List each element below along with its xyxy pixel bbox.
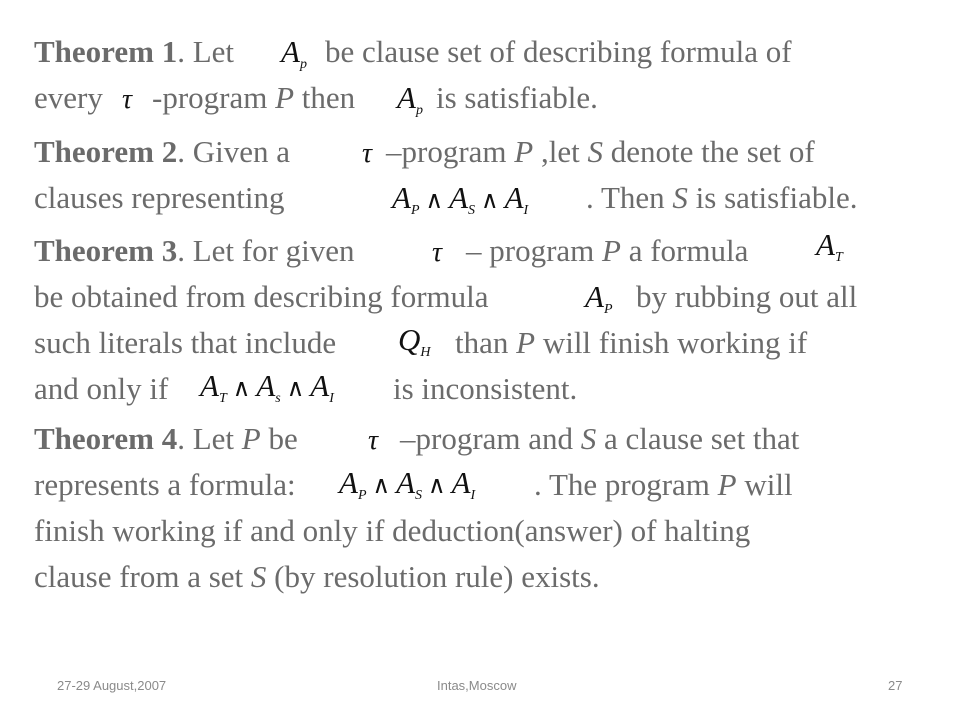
formula-q-h — [398, 322, 431, 371]
text-fragment: represents a formula: — [34, 467, 296, 502]
math-subscript: T — [834, 250, 843, 265]
text-fragment: ,let — [540, 134, 580, 169]
math-subscript: P — [603, 302, 613, 317]
math-subscript: H — [420, 345, 431, 360]
text-fragment: then — [301, 80, 356, 115]
theorem-2-label: Theorem 2 — [34, 134, 178, 169]
math-symbol: A — [585, 279, 604, 314]
math-subscript: I — [329, 391, 334, 406]
theorem-3-line-2 — [34, 279, 489, 315]
set-variable: S — [250, 559, 267, 594]
text-fragment: – program — [466, 233, 595, 268]
theorem-1-line-1b — [325, 34, 792, 70]
text-fragment: . Let — [177, 421, 235, 456]
theorem-2-line-2 — [34, 180, 284, 216]
text-fragment: –program — [386, 134, 507, 169]
text-fragment: clause from a set — [34, 559, 244, 594]
theorem-2-line-1b — [386, 134, 815, 170]
theorem-3-line-1 — [34, 233, 355, 269]
text-fragment: a clause set that — [604, 421, 800, 456]
text-fragment: a formula — [628, 233, 749, 268]
program-variable: P — [241, 421, 261, 456]
text-fragment: clauses representing — [34, 180, 285, 215]
theorem-3-line-1b — [466, 233, 748, 269]
and-operator: ∧ — [481, 188, 499, 214]
math-symbol: A — [449, 180, 469, 215]
math-symbol: A — [816, 227, 835, 262]
math-symbol: Q — [398, 322, 421, 357]
theorem-3-line-4 — [34, 371, 168, 407]
theorem-1-line-2b — [152, 80, 355, 116]
and-operator: ∧ — [232, 376, 251, 402]
footer-page-number: 27 — [888, 678, 903, 693]
formula-a-p — [281, 34, 307, 83]
theorem-4-line-2b — [534, 467, 793, 503]
theorem-4-line-3 — [34, 513, 750, 549]
text-fragment: (by resolution rule) exists. — [274, 559, 600, 594]
text-fragment: . Let — [177, 34, 235, 69]
program-variable: P — [516, 325, 536, 360]
math-subscript: p — [299, 57, 307, 72]
program-variable: P — [275, 80, 295, 115]
tau-symbol: τ — [432, 237, 443, 268]
tau-symbol: τ — [368, 425, 379, 456]
theorem-3-line-3b — [455, 325, 807, 361]
text-fragment: –program and — [400, 421, 574, 456]
formula-ap-as-ai — [392, 180, 528, 229]
tau-symbol: τ — [362, 138, 373, 169]
text-fragment: will — [744, 467, 793, 502]
theorem-4-line-4 — [34, 559, 600, 595]
math-subscript: S — [468, 203, 476, 218]
text-fragment: every — [34, 80, 103, 115]
formula-a-p-2 — [397, 80, 423, 129]
theorem-2-line-2b — [586, 180, 858, 216]
text-fragment: is satisfiable. — [436, 80, 598, 115]
text-fragment: . Then — [586, 180, 665, 215]
math-subscript: T — [218, 391, 227, 406]
math-subscript: I — [523, 203, 529, 218]
theorem-4-line-2 — [34, 467, 296, 503]
text-fragment: be clause set of describing formula of — [325, 34, 792, 69]
math-symbol: A — [504, 180, 524, 215]
formula-a-t — [816, 227, 843, 276]
formula-at-as-ai — [200, 368, 334, 417]
theorem-2-line-1 — [34, 134, 290, 170]
theorem-1-line-2 — [34, 80, 103, 116]
math-subscript: p — [415, 103, 423, 118]
theorem-1-line-1 — [34, 34, 234, 70]
formula-a-p-3 — [585, 279, 613, 328]
text-fragment: be obtained from describing formula — [34, 279, 489, 314]
set-variable: S — [587, 134, 603, 169]
text-fragment: -program — [152, 80, 268, 115]
text-fragment: is satisfiable. — [695, 180, 858, 215]
theorem-3-line-2b — [636, 279, 857, 315]
and-operator: ∧ — [286, 376, 305, 402]
text-fragment: and only if — [34, 371, 169, 406]
text-fragment: . The program — [534, 467, 710, 502]
set-variable: S — [672, 180, 688, 215]
text-fragment: by rubbing out all — [636, 279, 858, 314]
math-symbol: A — [281, 34, 300, 69]
theorem-4-label: Theorem 4 — [34, 421, 178, 456]
program-variable: P — [717, 467, 737, 502]
program-variable: P — [602, 233, 621, 268]
theorem-3-line-4b — [393, 371, 577, 407]
math-subscript: P — [410, 203, 420, 218]
text-fragment: finish working if and only if deduction(answer) of halting — [34, 513, 751, 548]
math-symbol: A — [256, 368, 276, 403]
text-fragment: is inconsistent. — [393, 371, 578, 406]
math-subscript: I — [470, 488, 476, 503]
math-symbol: A — [392, 180, 411, 215]
footer-venue: Intas,Moscow — [437, 678, 517, 693]
program-variable: P — [514, 134, 534, 169]
math-subscript: P — [357, 488, 367, 503]
theorem-1-label: Theorem 1 — [34, 34, 178, 69]
formula-ap-as-ai-2 — [339, 465, 475, 514]
footer-date: 27-29 August,2007 — [57, 678, 167, 693]
tau-symbol: τ — [122, 84, 133, 115]
and-operator: ∧ — [372, 473, 391, 499]
math-symbol: A — [396, 465, 416, 500]
text-fragment: such literals that include — [34, 325, 337, 360]
text-fragment: . Let for given — [177, 233, 355, 268]
math-subscript: S — [415, 488, 423, 503]
set-variable: S — [580, 421, 597, 456]
and-operator: ∧ — [428, 473, 446, 499]
text-fragment: . Given a — [177, 134, 290, 169]
math-subscript: s — [275, 391, 281, 406]
math-symbol: A — [339, 465, 358, 500]
theorem-3-label: Theorem 3 — [34, 233, 178, 268]
theorem-3-line-3 — [34, 325, 336, 361]
math-symbol: A — [200, 368, 219, 403]
theorem-1-line-2c — [436, 80, 598, 116]
text-fragment: be — [268, 421, 298, 456]
math-symbol: A — [397, 80, 416, 115]
math-symbol: A — [310, 368, 330, 403]
theorem-4-line-1 — [34, 421, 298, 457]
and-operator: ∧ — [425, 188, 444, 214]
math-symbol: A — [451, 465, 471, 500]
text-fragment: will finish working if — [542, 325, 808, 360]
theorem-4-line-1b — [400, 421, 799, 457]
text-fragment: denote the set of — [610, 134, 815, 169]
text-fragment: than — [455, 325, 509, 360]
